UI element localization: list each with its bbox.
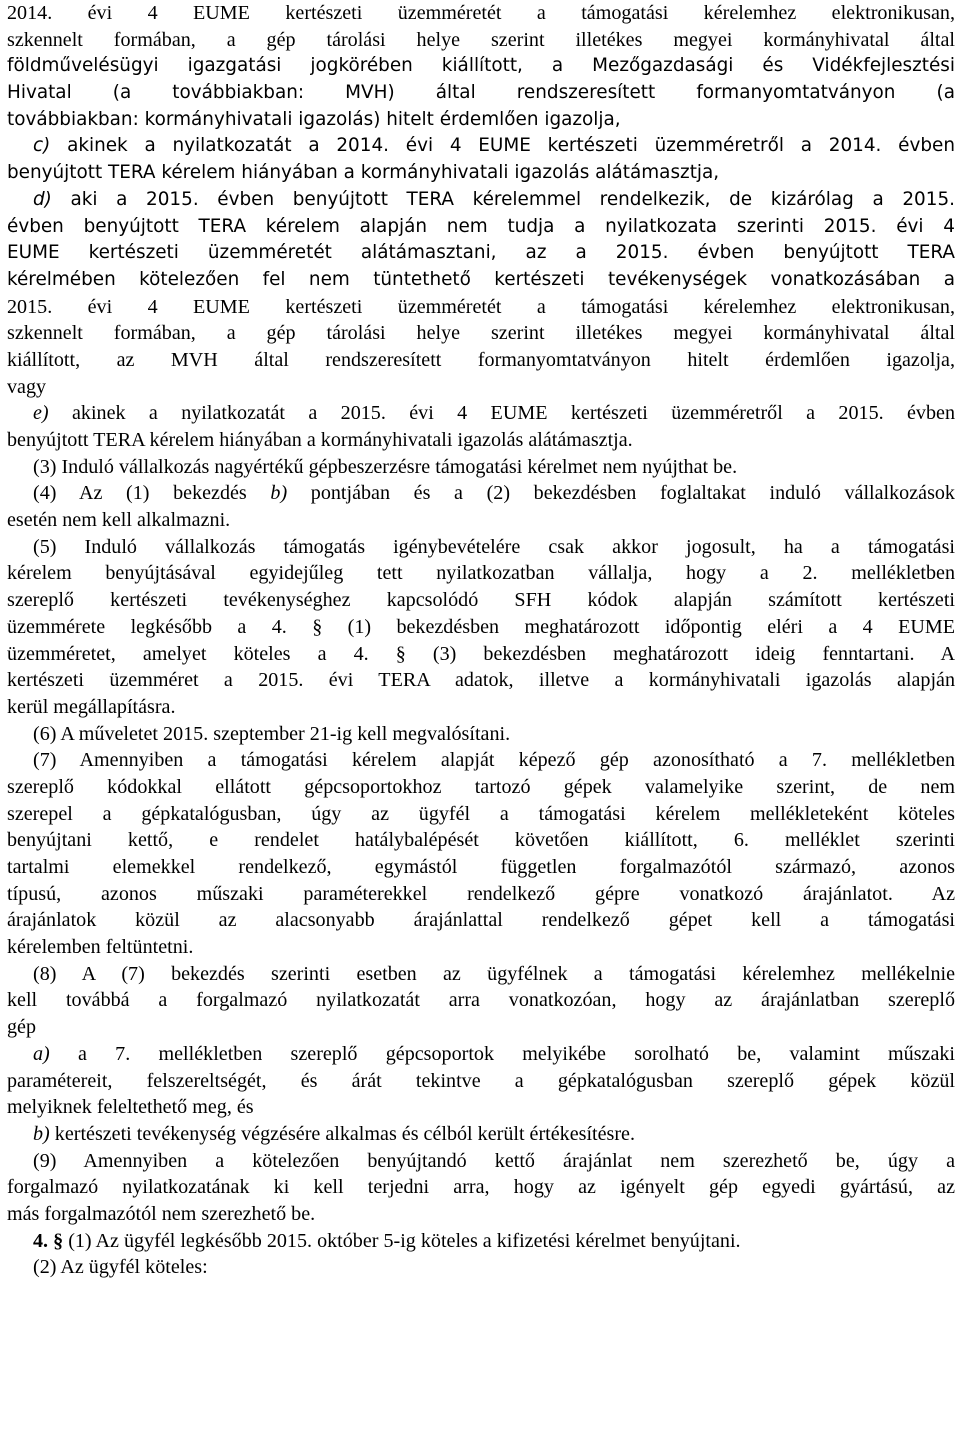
section-sign: § — [53, 1229, 64, 1252]
text-line: kell továbbá a forgalmazó nyilatkozatát arra vonatkozóan, hogy az árajánlatban szereplő — [7, 989, 955, 1012]
list-item-b — [7, 1121, 955, 1148]
text-line: (1) Az ügyfél legkésőbb 2015. október 5-ig köteles a kifizetési kérelmet benyújtani. — [68, 1229, 741, 1252]
paragraph-3: (3) Induló vállalkozás nagyértékű gépbeszerzésre támogatási kérelmet nem nyújthat be. — [33, 455, 738, 478]
text-line: kertészeti tevékenység végzésére alkalmas és célból került értékesítésre. — [54, 1122, 635, 1145]
text-line: szkennelt formában, a gép tárolási helye szerint illetékes megyei kormányhivatal által — [7, 28, 955, 51]
list-marker: c) — [33, 135, 51, 157]
text-line: (2) Az ügyfél köteles: — [33, 1256, 208, 1279]
paragraph-5: (5) Induló vállalkozás támogatás igénybevételére csak akkor jogosult, ha a támogatási — [33, 535, 955, 558]
text-line: szkennelt formában, a gép tárolási helye szerint illetékes megyei kormányhivatal által — [7, 322, 955, 345]
section-4-heading — [7, 1228, 955, 1255]
paragraph-6: (6) A műveletet 2015. szeptember 21-ig kell megvalósítani. — [33, 722, 511, 745]
document-page — [7, 0, 955, 1281]
text-line: EUME kertészeti üzemméretét alátámasztani, az a 2015. évben benyújtott TERA — [7, 242, 955, 264]
text-line: akinek a nyilatkozatát a 2014. évi 4 EUME kertészeti üzemméretről a 2014. évben — [67, 135, 955, 157]
text-line: üzemmérete legkésőbb a 4. § (1) bekezdésben meghatározott időpontig eléri a 4 EUME — [7, 615, 955, 638]
list-item-d — [7, 187, 955, 214]
text-line: 2015. évi 4 EUME kertészeti üzemméretét a támogatási kérelemhez elektronikusan, — [7, 295, 955, 318]
list-marker: a) — [33, 1042, 50, 1065]
text-line: akinek a nyilatkozatát a 2015. évi 4 EUME kertészeti üzemméretről a 2015. évben — [72, 402, 955, 425]
text-line: aki a 2015. évben benyújtott TERA kérelemmel rendelkezik, de kizárólag a 2015. — [70, 188, 955, 210]
text-line: üzemméretet, amelyet köteles a 4. § (3) bekezdésben meghatározott ideig fenntartani. A — [7, 642, 955, 665]
text-line: benyújtott TERA kérelem hiányában a kormányhivatali igazolás alátámasztja, — [7, 162, 720, 184]
text-line: esetén nem kell alkalmazni. — [7, 509, 231, 532]
text-line: gép — [7, 1016, 37, 1039]
paragraph-7: (7) Amennyiben a támogatási kérelem alapját képező gép azonosítható a 7. mellékletben — [33, 749, 955, 772]
list-item-e — [7, 400, 955, 427]
text-line: vagy — [7, 375, 47, 398]
paragraph-8: (8) A (7) bekezdés szerinti esetben az ügyfélnek a támogatási kérelemhez mellékelnie — [33, 962, 955, 985]
paragraph-9: (9) Amennyiben a kötelezően benyújtandó kettő árajánlat nem szerezhető be, úgy a — [33, 1149, 955, 1172]
text-line: kertészeti üzemméret a 2015. évi TERA adatok, illetve a kormányhivatali igazolás alapján — [7, 669, 955, 692]
text-line: kérelem benyújtásával egyidejűleg tett nyilatkozatban vállalja, hogy a 2. mellékletben — [7, 562, 955, 585]
text-line: tartalmi elemekkel rendelkező, egymástól független forgalmazótól származó, azonos — [7, 856, 955, 878]
text-line: paramétereit, felszereltségét, és árát tekintve a gépkatalógusban szereplő gépek közül — [7, 1069, 955, 1092]
text-line: melyiknek feleltethető meg, és — [7, 1096, 254, 1119]
text-line: szereplő kódokkal ellátott gépcsoportokhoz tartozó gépek valamelyike szerint, de nem — [7, 775, 955, 798]
text-line: kerül megállapításra. — [7, 695, 176, 718]
text-line: továbbiakban: kormányhivatali igazolás) hitelt érdemlően igazolja, — [7, 108, 621, 130]
list-marker: b) — [33, 1122, 50, 1145]
text-line: más forgalmazótól nem szerezhető be. — [7, 1202, 316, 1225]
text-line: szereplő kertészeti tevékenységhez kapcsolódó SFH kódok alapján számított kertészeti — [7, 589, 955, 612]
text-line: (4) Az (1) bekezdés — [33, 482, 247, 505]
text-line: a 7. mellékletben szereplő gépcsoportok melyikébe sorolható be, valamint műszaki — [78, 1042, 955, 1065]
text-line: kérelemben feltüntetni. — [7, 936, 194, 959]
text-line: benyújtott TERA kérelem hiányában a kormányhivatali igazolás alátámasztja. — [7, 429, 633, 451]
list-marker: b) — [270, 482, 288, 505]
text-line: forgalmazó nyilatkozatának ki kell terjedni arra, hogy az igényelt gép egyedi gyártású, az — [7, 1176, 955, 1199]
text-line: benyújtani kettő, e rendelet hatálybalépését követően kiállított, 6. melléklet szerinti — [7, 829, 955, 852]
paragraph-4 — [7, 480, 955, 507]
text-line: évben benyújtott TERA kérelem alapján nem tudja a nyilatkozata szerinti 2015. évi 4 — [7, 215, 955, 237]
section-number: 4. — [33, 1229, 49, 1252]
text-line: földművelésügyi igazgatási jogkörében kiállított, a Mezőgazdasági és Vidékfejlesztési — [7, 55, 955, 77]
list-item-a — [7, 1041, 955, 1068]
text-line: kiállított, az MVH által rendszeresített formanyomtatványon hitelt érdemlően igazolja, — [7, 348, 955, 371]
text-line: pontjában és a (2) bekezdésben foglaltakat induló vállalkozások — [310, 482, 955, 505]
text-line: kérelmében kötelezően fel nem tüntethető kertészeti tevékenységek vonatkozásában a — [7, 268, 955, 290]
text-line: 2014. évi 4 EUME kertészeti üzemméretét a támogatási kérelemhez elektronikusan, — [7, 2, 955, 24]
text-line: Hivatal (a továbbiakban: MVH) által rendszeresített formanyomtatványon (a — [7, 82, 955, 104]
text-line: szerepel a gépkatalógusban, úgy az ügyfél a támogatási kérelem mellékleteként köteles — [7, 802, 955, 825]
text-line: típusú, azonos műszaki paraméterekkel rendelkező gépre vonatkozó árajánlatot. Az — [7, 882, 955, 905]
list-marker: e) — [33, 402, 49, 425]
text-line: árajánlatok közül az alacsonyabb árajánlattal rendelkező gépet kell a támogatási — [7, 909, 955, 932]
list-marker: d) — [33, 188, 52, 210]
list-item-c — [7, 133, 955, 160]
